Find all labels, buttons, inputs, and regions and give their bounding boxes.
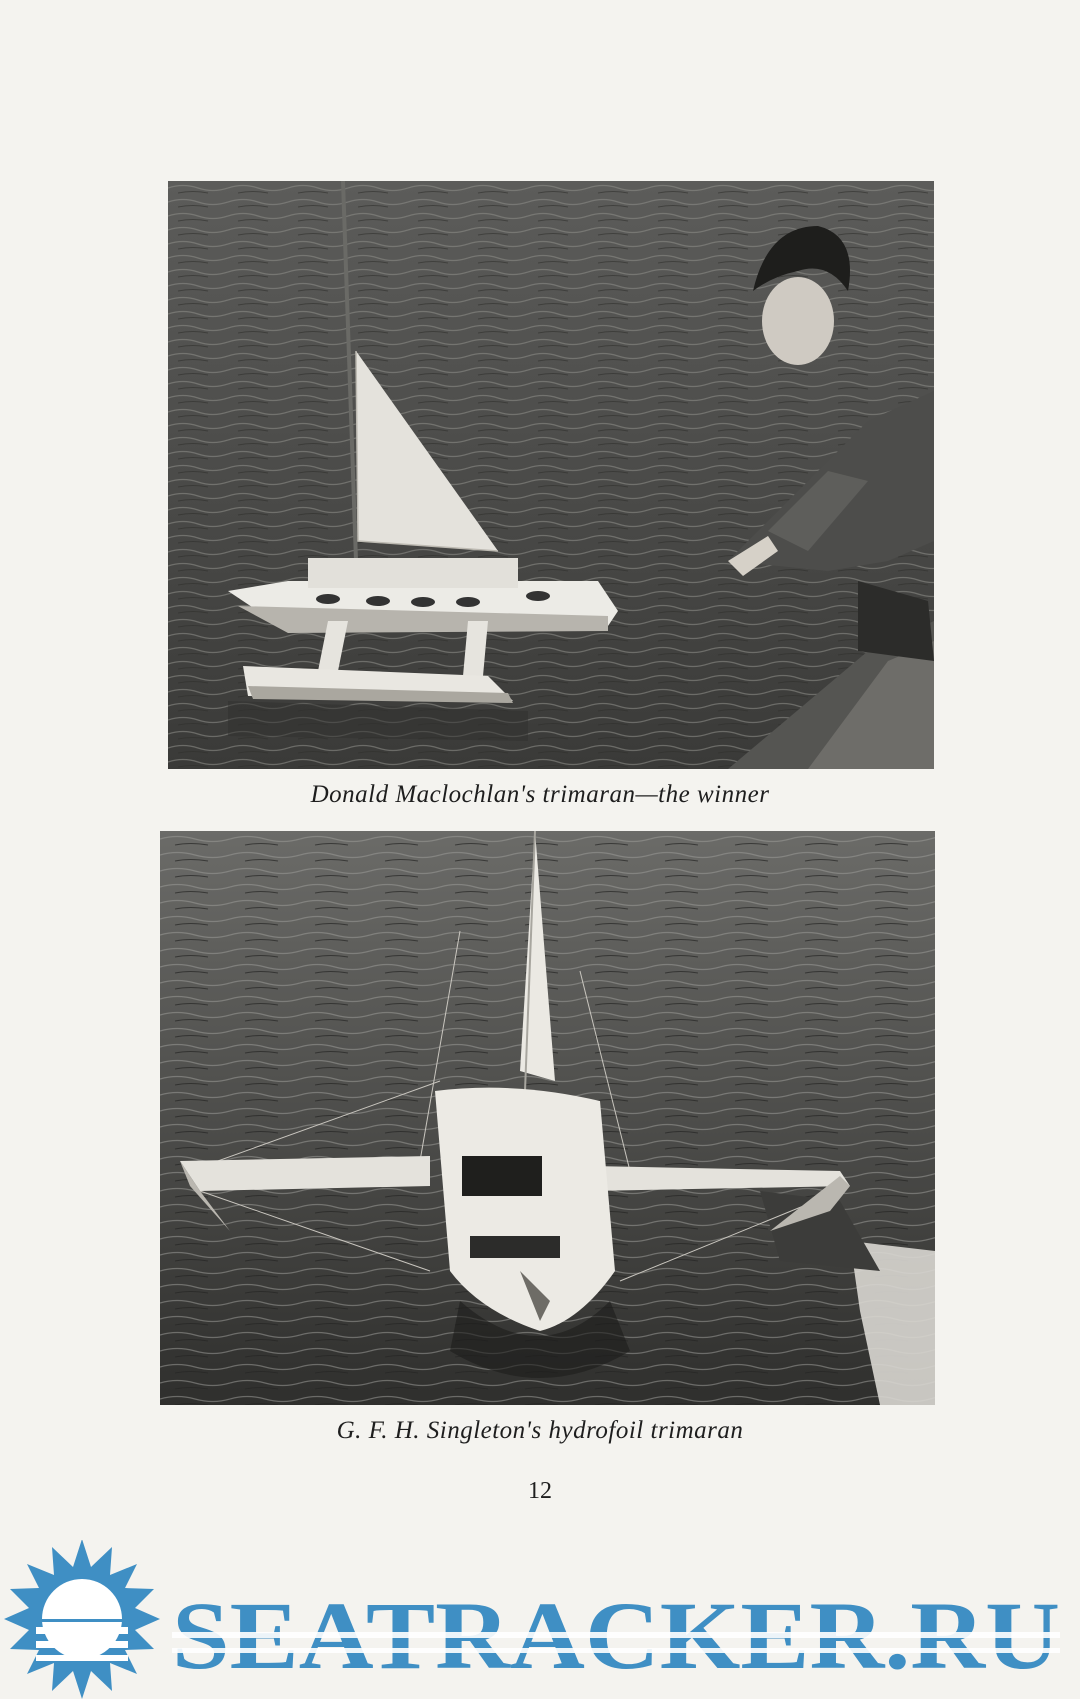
- page-number: 12: [528, 1478, 552, 1504]
- photo-hydrofoil-trimaran-model-icon: [160, 831, 935, 1405]
- figure-caption-2: G. F. H. Singleton's hydrofoil trimaran: [336, 1417, 744, 1444]
- sun-logo-icon: [4, 1540, 160, 1699]
- figure-photo-2: [160, 831, 935, 1405]
- figure-caption-1: Donald Maclochlan's trimaran—the winner: [310, 781, 770, 808]
- figure-photo-1: [168, 181, 934, 769]
- photo-man-launching-model-trimaran-icon: [168, 181, 934, 769]
- watermark: [0, 1540, 1080, 1699]
- watermark-graphic: [0, 1540, 1080, 1699]
